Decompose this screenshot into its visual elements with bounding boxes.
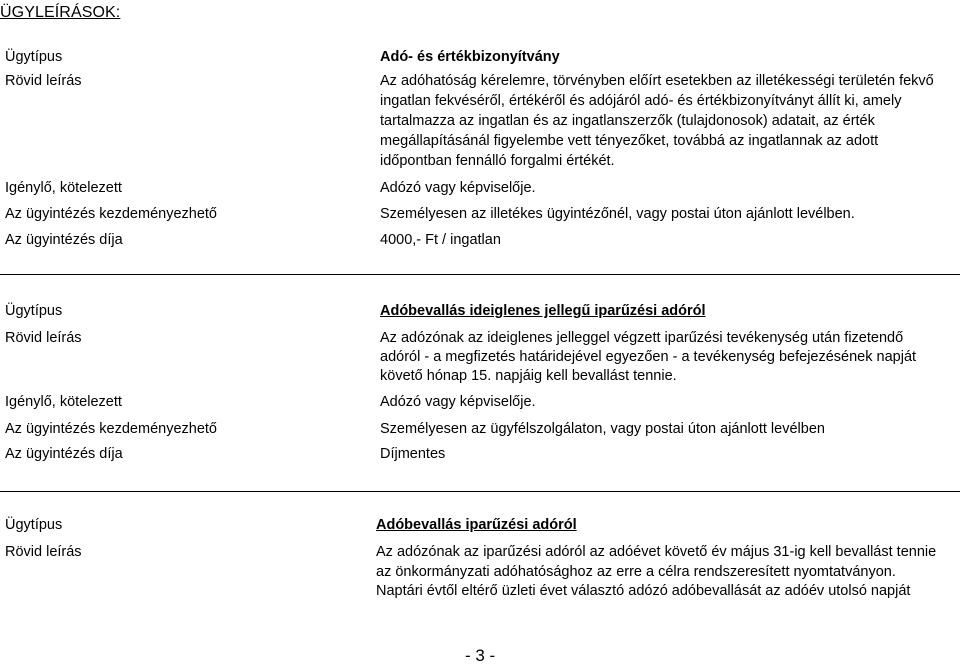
type-label: Ügytípus <box>5 303 63 319</box>
type-label: Ügytípus <box>5 49 63 65</box>
applicant-row <box>0 178 960 198</box>
desc-line: időpontban fennálló forgalmi értékét. <box>380 153 615 169</box>
applicant-label: Igénylő, kötelezett <box>5 394 122 410</box>
fee-label: Az ügyintézés díja <box>5 446 123 462</box>
initiate-row <box>0 204 960 224</box>
desc-line: az önkormányzati adóhatósághoz az erre a célra rendszeresített nyomtatványon. <box>376 564 896 580</box>
type-value: Adó- és értékbizonyítvány <box>380 49 560 65</box>
desc-line: adóról - a megfizetés határidejével egyezően - a tevékenység befejezésének napját <box>380 349 917 365</box>
desc-line: ingatlan fekvéséről, értékéről és adójáról adó- és értékbizonyítványt állít ki, amely <box>380 93 902 109</box>
fee-row <box>0 230 960 250</box>
applicant-value: Adózó vagy képviselője. <box>380 394 536 410</box>
short-desc-label: Rövid leírás <box>5 73 82 89</box>
fee-value: 4000,- Ft / ingatlan <box>380 232 501 248</box>
desc-line: Az adóhatóság kérelemre, törvényben előírt esetekben az illetékességi területén fekvő <box>380 73 934 89</box>
applicant-row <box>0 392 960 412</box>
short-desc-label: Rövid leírás <box>5 544 82 560</box>
type-value: Adóbevallás ideiglenes jellegű iparűzési adóról <box>380 303 706 319</box>
desc-line: Naptári évtől eltérő üzleti évet választó adózó adóbevallását az adóév utolsó napját <box>376 583 911 599</box>
type-value: Adóbevallás iparűzési adóról <box>376 517 577 533</box>
fee-row <box>0 444 960 464</box>
initiate-row <box>0 419 960 439</box>
desc-line: megállapításánál figyelembe vett tényezőket, továbbá az ingatlannak az adott <box>380 133 879 149</box>
fee-label: Az ügyintézés díja <box>5 232 123 248</box>
desc-line: követő hónap 15. napjáig kell bevallást tennie. <box>380 368 677 384</box>
initiate-label: Az ügyintézés kezdeményezhető <box>5 421 217 437</box>
type-row <box>0 301 960 321</box>
desc-line: Az adózónak az ideiglenes jelleggel végzett iparűzési tevékenység után fizetendő <box>380 330 904 346</box>
fee-value: Díjmentes <box>380 446 446 462</box>
desc-line: tartalmazza az ingatlan és az ingatlanszerzők (tulajdonosok) adatait, az érték <box>380 113 875 129</box>
section-divider <box>0 491 960 492</box>
section-divider <box>0 274 960 275</box>
initiate-value: Személyesen az illetékes ügyintézőnél, vagy postai úton ajánlott levélben. <box>380 206 855 222</box>
applicant-label: Igénylő, kötelezett <box>5 180 122 196</box>
page-heading: ÜGYLEÍRÁSOK: <box>0 4 121 21</box>
type-row <box>0 515 960 535</box>
type-row <box>0 47 960 67</box>
short-desc-label: Rövid leírás <box>5 330 82 346</box>
page-number: - 3 - <box>465 646 496 665</box>
initiate-label: Az ügyintézés kezdeményezhető <box>5 206 217 222</box>
desc-line: Az adózónak az iparűzési adóról az adóévet követő év május 31-ig kell bevallást tennie <box>376 544 937 560</box>
applicant-value: Adózó vagy képviselője. <box>380 180 536 196</box>
initiate-value: Személyesen az ügyfélszolgálaton, vagy postai úton ajánlott levélben <box>380 421 825 437</box>
type-label: Ügytípus <box>5 517 63 533</box>
